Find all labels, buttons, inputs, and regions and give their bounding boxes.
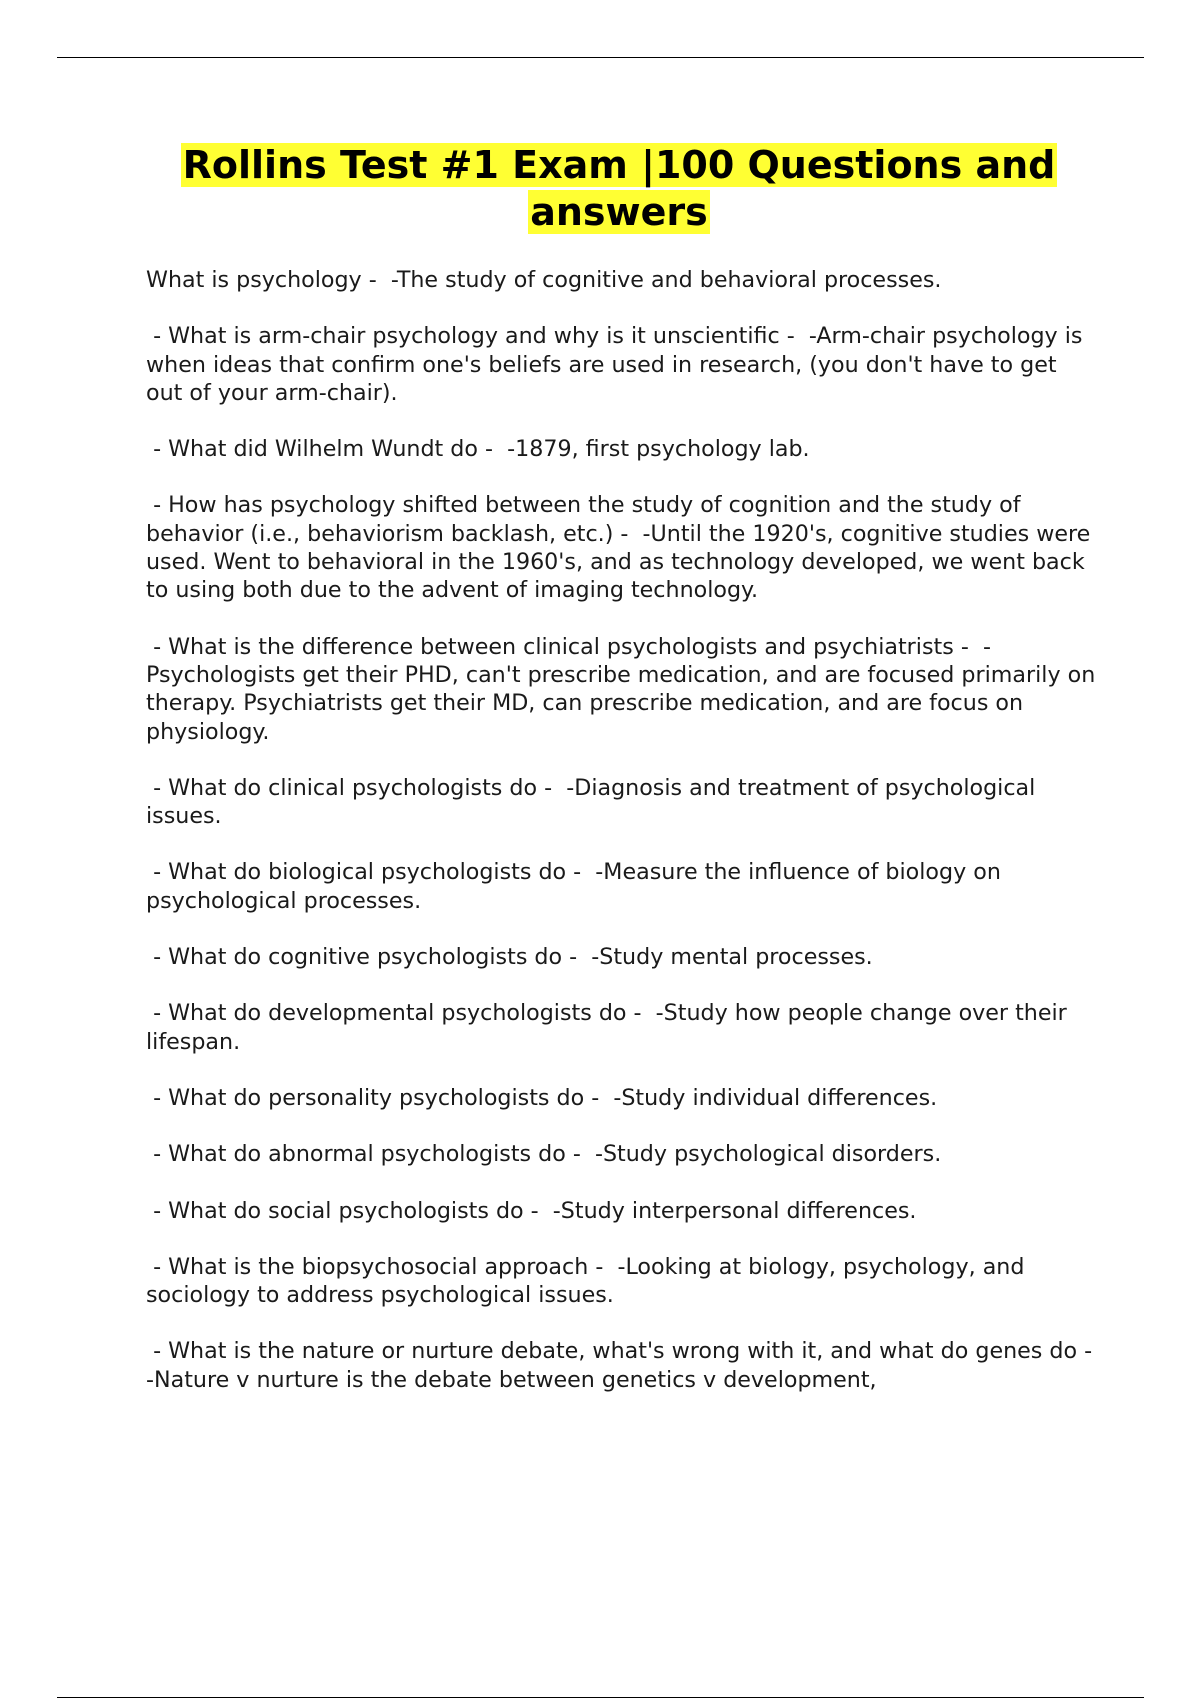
qa-entry-2: - What is arm-chair psychology and why is it unscientific - -Arm-chair psychology is when ideas that confirm one's beliefs are used in research, (you don't have to get out of your arm-chair). xyxy=(146,323,1090,406)
top-rule xyxy=(57,57,1144,58)
qa-entry-12: - What do social psychologists do - -Study interpersonal differences. xyxy=(146,1197,917,1224)
qa-entry-13: - What is the biopsychosocial approach - -Looking at biology, psychology, and sociology to address psychological issues. xyxy=(146,1253,1032,1309)
qa-entry-11: - What do abnormal psychologists do - -Study psychological disorders. xyxy=(146,1141,942,1168)
document-body xyxy=(146,266,1107,1422)
qa-entry-14: - What is the nature or nurture debate, what's wrong with it, and what do genes do - -Nature v nurture is the debate between genetics v development, xyxy=(146,1338,1107,1393)
bottom-rule xyxy=(57,1697,1144,1698)
title-line-2: answers xyxy=(530,190,708,234)
qa-entry-10: - What do personality psychologists do - -Study individual differences. xyxy=(146,1084,938,1111)
title-line-1: Rollins Test #1 Exam |100 Questions and xyxy=(182,143,1056,187)
qa-entry-8: - What do cognitive psychologists do - -Study mental processes. xyxy=(146,944,873,971)
qa-entry-7: - What do biological psychologists do - -Measure the influence of biology on psychological processes. xyxy=(146,859,1008,914)
qa-entry-9: - What do developmental psychologists do - -Study how people change over their lifespan. xyxy=(146,1000,1074,1055)
qa-entry-1: What is psychology - -The study of cognitive and behavioral processes. xyxy=(146,267,942,293)
document-title xyxy=(130,142,1108,236)
qa-entry-3: - What did Wilhelm Wundt do - -1879, first psychology lab. xyxy=(146,436,810,463)
qa-entry-6: - What do clinical psychologists do - -Diagnosis and treatment of psychological issues. xyxy=(146,774,1043,830)
qa-entry-5: - What is the difference between clinical psychologists and psychiatrists - -Psychologists get their PHD, can't prescribe medication, and are focused primarily on therapy. Psychiatrists get their MD, can prescribe medication, and are focus on physiology. xyxy=(146,633,1103,745)
qa-entry-4: - How has psychology shifted between the study of cognition and the study of behavior (i.e., behaviorism backlash, etc.) - -Until the 1920's, cognitive studies were used. Went to behavioral in the 1960's, and as technology developed, we went back to using both due to the advent of imaging technology. xyxy=(146,492,1098,604)
